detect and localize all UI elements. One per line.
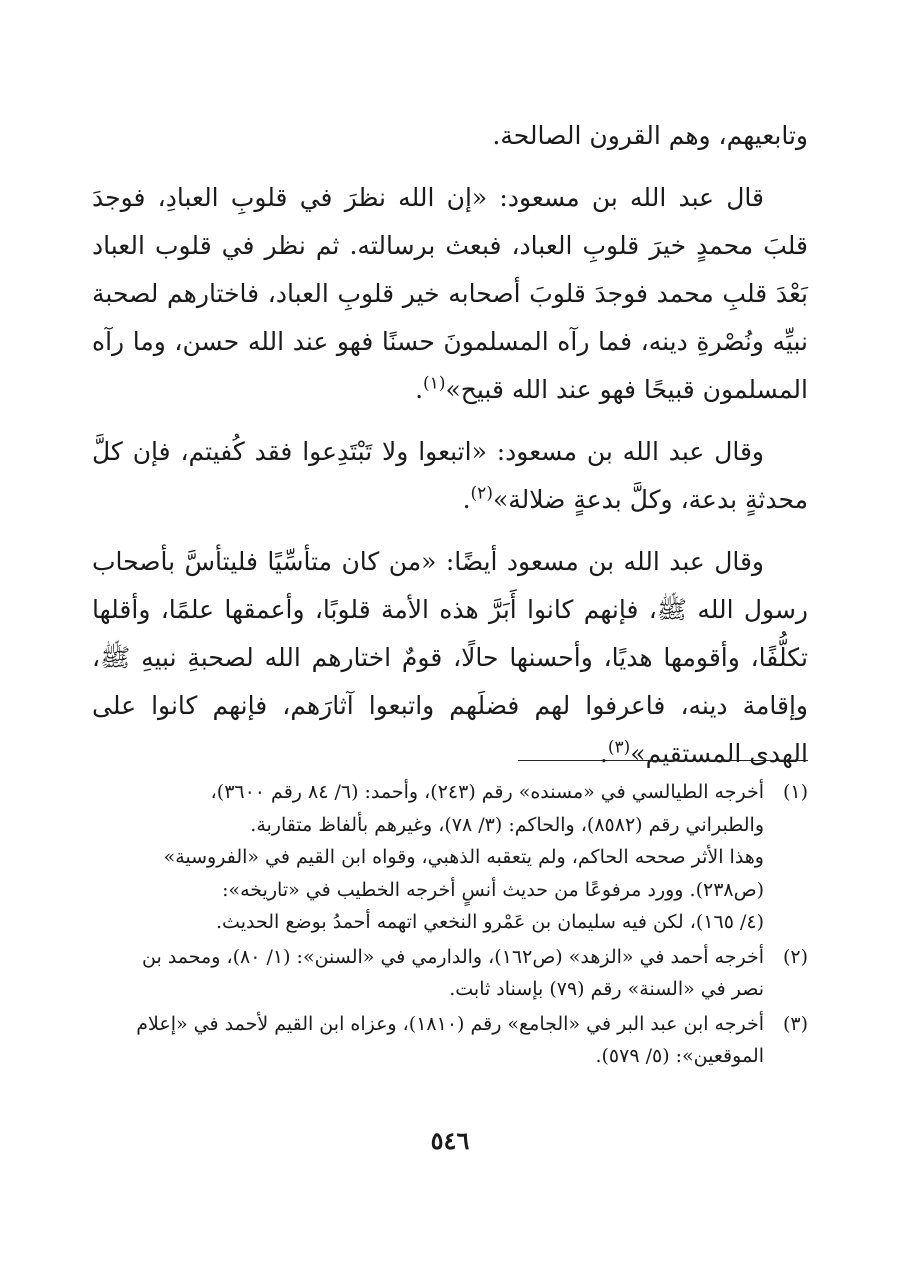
footnote-ref-1: (١) [423, 373, 446, 394]
footnote-text [92, 941, 764, 1006]
footnote-separator [518, 760, 808, 761]
paragraph-4-end: . [599, 739, 608, 768]
footnote-line: (٤/ ١٦٥)، لكن فيه سليمان بن عَمْرو النخعي اتهمه أحمدُ بوضع الحديث. [216, 911, 764, 933]
footnote-ref-2: (٢) [470, 483, 493, 504]
footnote-number: (٣) [782, 1012, 808, 1035]
footnote-1 [92, 776, 808, 939]
footnote-3 [92, 1008, 808, 1073]
footnote-line: أخرجه ابن عبد البر في «الجامع» رقم (١٨١٠)، وعزاه ابن القيم لأحمد في «إعلام [136, 1012, 764, 1035]
footnote-text [92, 776, 764, 939]
footnote-line: الموقعين»: (٥/ ٥٧٩). [595, 1045, 764, 1067]
paragraph-2-end: . [415, 375, 424, 404]
paragraph-3-text: وقال عبد الله بن مسعود: «اتبعوا ولا تَبْتَدِعوا فقد كُفيتم، فإن كلَّ محدثةٍ بدعة، وكلَّ بدعةٍ ضلالة» [92, 437, 808, 514]
footnote-number: (٢) [782, 945, 808, 968]
paragraph-4 [92, 538, 808, 778]
paragraph-2-text: قال عبد الله بن مسعود: «إن الله نظرَ في قلوبِ العبادِ، فوجدَ قلبَ محمدٍ خيرَ قلوبِ العباد، فبعث برسالته. ثم نظر في قلوب العباد بَعْدَ قلبِ محمد فوجدَ قلوبَ أصحابه خير قلوبِ العباد، فاختارهم لصحبة نبيِّه ونُصْرةِ دينه، فما رآه المسلمونَ حسنًا فهو عند الله حسن، وما رآه المسلمون قبيحًا فهو عند الله قبيح» [92, 183, 808, 404]
footnote-line: وهذا الأثر صححه الحاكم، ولم يتعقبه الذهبي، وقواه ابن القيم في «الفروسية» [163, 846, 764, 868]
paragraph-3 [92, 428, 808, 524]
footnote-2 [92, 941, 808, 1006]
footnote-line: (ص٢٣٨). وورد مرفوعًا من حديث أنسٍ أخرجه الخطيب في «تاريخه»: [222, 878, 764, 901]
footnote-number: (١) [782, 781, 808, 803]
footnotes [92, 776, 808, 1075]
paragraph-4-text: وقال عبد الله بن مسعود أيضًا: «من كان متأسِّيًا فليتأسَّ بأصحاب رسول الله ﷺ، فإنهم كانوا أَبَرَّ هذه الأمة قلوبًا، وأعمقها علمًا، وأقلها تكلُّفًا، وأقومها هديًا، وأحسنها حالًا، قومٌ اختارهم الله لصحبةِ نبيهِ ﷺ، وإقامة دينه، فاعرفوا لهم فضلَهم واتبعوا آثارَهم، فإنهم كانوا على الهدى المستقيم» [92, 547, 808, 768]
footnote-line: أخرجه الطيالسي في «مسنده» رقم (٢٤٣)، وأحمد: (٦/ ٨٤ رقم ٣٦٠٠)، [210, 781, 764, 803]
main-text [92, 112, 808, 792]
footnote-line: أخرجه أحمد في «الزهد» (ص١٦٢)، والدارمي في «السنن»: (١/ ٨٠)، ومحمد بن [142, 945, 764, 968]
paragraph-1: وتابعيهم، وهم القرون الصالحة. [492, 121, 808, 150]
page-number: ٥٤٦ [430, 1126, 470, 1155]
footnote-text [92, 1008, 764, 1073]
paragraph-2 [92, 174, 808, 414]
paragraph-3-end: . [462, 485, 471, 514]
footnote-line: والطبراني رقم (٨٥٨٢)، والحاكم: (٣/ ٧٨)، وغيرهم بألفاظ متقاربة. [250, 813, 764, 836]
footnote-ref-3: (٣) [607, 737, 631, 758]
footnote-line: نصر في «السنة» رقم (٧٩) بإسناد ثابت. [449, 978, 764, 1000]
